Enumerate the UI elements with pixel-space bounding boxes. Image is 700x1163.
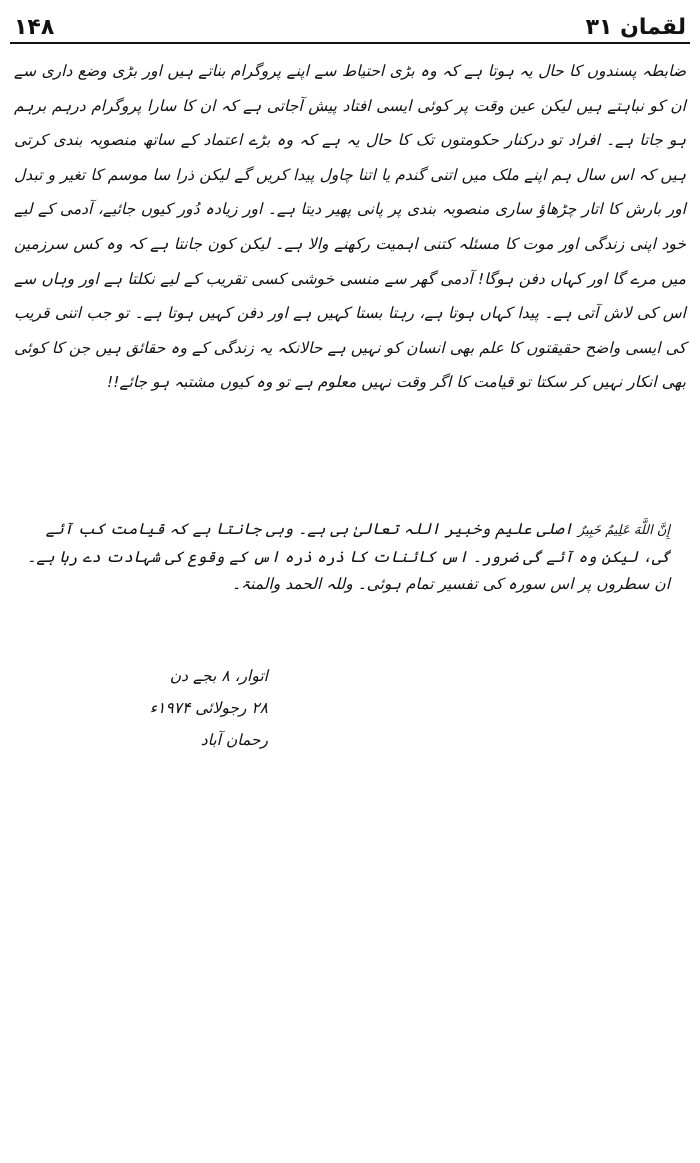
page-header (14, 10, 686, 44)
body-paragraph-text: اصلی علیم وخبیر اللہ تعالیٰ ہی ہے۔ وہی جانتا ہے کہ قیامت کب آئے گی، لیکن وہ آئے گی ضرور۔ اس کائنات کا ذرہ ذرہ اس کے وقوع کی شہادت دے رہا ہے۔ (27, 520, 670, 566)
signature-date: ۲۸ رجولائی ۱۹۷۴ء (149, 699, 268, 717)
body-paragraph: ان سطروں پر اس سورہ کی تفسیر تمام ہوئی۔ وللہ الحمد والمنۃ۔ (231, 575, 670, 593)
header-divider (10, 42, 690, 44)
closing-text (14, 516, 686, 598)
running-title: لقمان ۳۱ (585, 14, 686, 40)
signature-block (150, 660, 268, 756)
signature-place: رحمان آباد (200, 731, 268, 749)
signature-day-time: اتوار، ۸ بجے دن (169, 667, 268, 685)
body-paragraph (14, 516, 686, 571)
quran-phrase: إِنَّ اللَّهَ عَلِيمٌ خَبِيرٌ (577, 523, 670, 538)
body-paragraph: ضابطہ پسندوں کا حال یہ ہوتا ہے کہ وہ بڑی احتیاط سے اپنے پروگرام بناتے ہیں اور بڑی وضع داری سے ان کو نباہتے ہیں لیکن عین وقت پر کوئی ایسی افتاد پیش آجاتی ہے کہ ان کا سارا پروگرام درہم برہم ہو جاتا ہے۔ افراد تو درکنار حکومتوں تک کا حال یہ ہے کہ وہ بڑے اعتماد کے ساتھ منصوبہ بندی کرتی ہیں کہ اس سال ہم اپنے ملک میں اتنی گندم یا اتنا چاول پیدا کریں گے لیکن ذرا سا موسم کا تغیر و تبدل اور بارش کا اتار چڑھاؤ ساری منصوبہ بندی پر پانی پھیر دیتا ہے۔ اور زیادہ دُور کیوں جائیے، آدمی کے لیے خود اپنی زندگی اور موت کا مسئلہ کتنی اہمیت رکھنے والا ہے۔ لیکن کون جانتا ہے کہ وہ کس سرزمین میں مرے گا اور کہاں دفن ہوگا! آدمی گھر سے منسی خوشی کسی تقریب کے لیے نکلتا ہے اور وہاں سے اس کی لاش آتی ہے۔ پیدا کہاں ہوتا ہے، رہتا بستا کہیں ہے اور دفن کہیں ہوتا ہے۔ تو جب اتنی قریب کی ایسی واضح حقیقتوں کا علم بھی انسان کو نہیں ہے حالانکہ یہ زندگی کے وہ حقائق ہیں جن کا کوئی بھی انکار نہیں کر سکتا تو قیامت کا اگر وقت نہیں معلوم ہے تو وہ کیوں مشتبہ ہو جائے!! (14, 62, 686, 392)
page-number: ۱۴۸ (14, 14, 55, 40)
main-text (14, 54, 686, 400)
